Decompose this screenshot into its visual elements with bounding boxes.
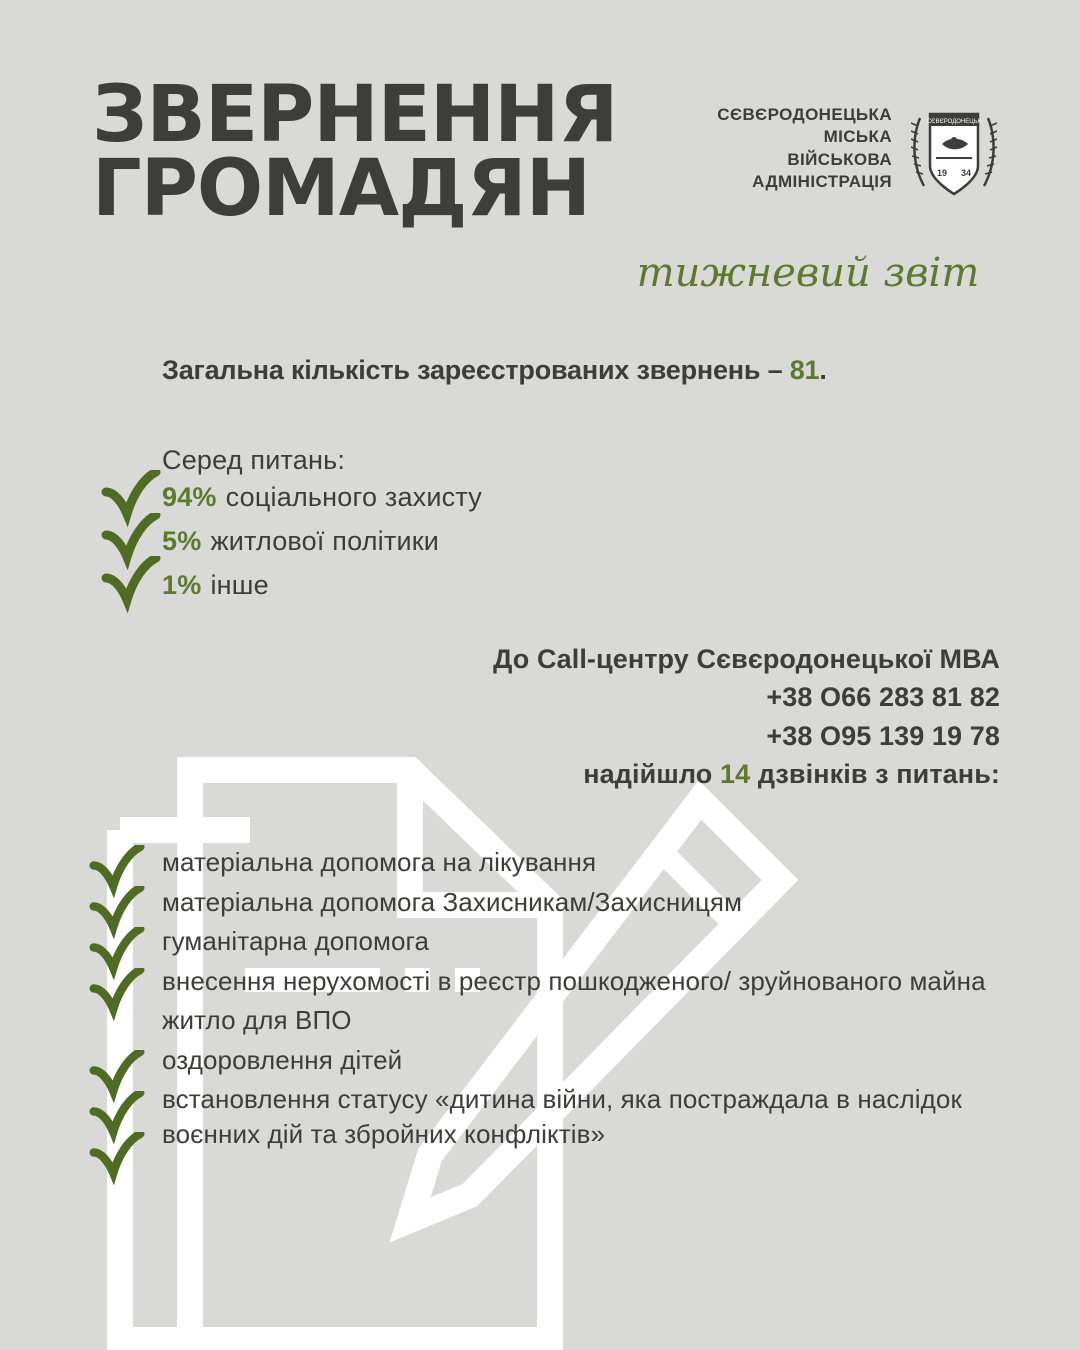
- list-item: гуманітарна допомога: [162, 926, 430, 957]
- calls-suffix: дзвінків з питань:: [750, 758, 1000, 789]
- topic-label: соціального захисту: [225, 482, 482, 512]
- total-appeals-line: [162, 355, 1000, 386]
- checkmark-icon: [100, 556, 162, 614]
- calls-prefix: надійшло: [583, 758, 720, 789]
- questions-list: [162, 845, 992, 1157]
- total-suffix: .: [819, 355, 827, 385]
- title-heading: [92, 70, 618, 235]
- call-center-block: [493, 640, 1000, 793]
- organization-name: [717, 100, 892, 194]
- call-center-phone-2[interactable]: +38 О95 139 19 78: [766, 720, 1000, 751]
- checkmark-icon: [88, 1132, 146, 1186]
- call-center-calls-line: [493, 755, 1000, 793]
- list-item: матеріальна допомога Захисникам/Захисницям: [162, 886, 743, 917]
- logo-line-1: СЄВЄРОДОНЕЦЬКА: [717, 105, 892, 124]
- svg-text:34: 34: [960, 168, 972, 178]
- logo-line-2: МІСЬКА: [823, 127, 892, 147]
- script-text: тижневий звіт: [636, 250, 980, 296]
- calls-count: 14: [719, 758, 751, 789]
- city-crest-icon: [906, 100, 1002, 204]
- topic-item: [162, 526, 482, 570]
- weekly-report-script-label: [618, 238, 998, 308]
- topic-item: [162, 570, 482, 614]
- page-title: [92, 70, 618, 235]
- topics-block: [162, 445, 482, 614]
- topic-item: [162, 482, 482, 526]
- list-item: оздоровлення дітей: [162, 1044, 403, 1075]
- call-center-phone-1[interactable]: +38 О66 283 81 82: [766, 682, 1000, 713]
- logo-line-4: АДМІНІСТРАЦІЯ: [752, 172, 892, 192]
- call-center-title: До Call-центру Сєвєродонецької МВА: [493, 644, 1000, 674]
- title-line-1: ЗВЕРНЕННЯ: [92, 70, 618, 160]
- list-item: встановлення статусу «дитина війни, яка постраждала в наслідок воєнних дій та збройних конфліктів»: [162, 1084, 962, 1150]
- topic-percent: 5%: [162, 526, 202, 556]
- list-item: матеріальна допомога на лікування: [162, 847, 597, 877]
- svg-text:19: 19: [936, 168, 948, 178]
- title-line-2: ГРОМАДЯН: [92, 144, 590, 235]
- topic-percent: 1%: [162, 570, 202, 600]
- topic-label: інше: [210, 570, 269, 600]
- organization-logo: [717, 100, 1002, 204]
- total-prefix: Загальна кількість зареєстрованих звернень –: [162, 355, 790, 385]
- topic-label: житлової політики: [210, 526, 440, 556]
- topic-percent: 94%: [162, 482, 217, 512]
- total-count: 81: [789, 355, 820, 385]
- list-item: житло для ВПО: [162, 1005, 352, 1036]
- checkmark-icon: [88, 968, 146, 1022]
- logo-line-3: ВІЙСЬКОВА: [787, 149, 892, 169]
- crest-label: СЄВЄРОДОНЕЦЬК: [926, 119, 982, 125]
- list-item: внесення нерухомості в реєстр пошкодженого/ зруйнованого майна: [162, 965, 986, 996]
- topics-heading: Серед питань:: [162, 445, 346, 475]
